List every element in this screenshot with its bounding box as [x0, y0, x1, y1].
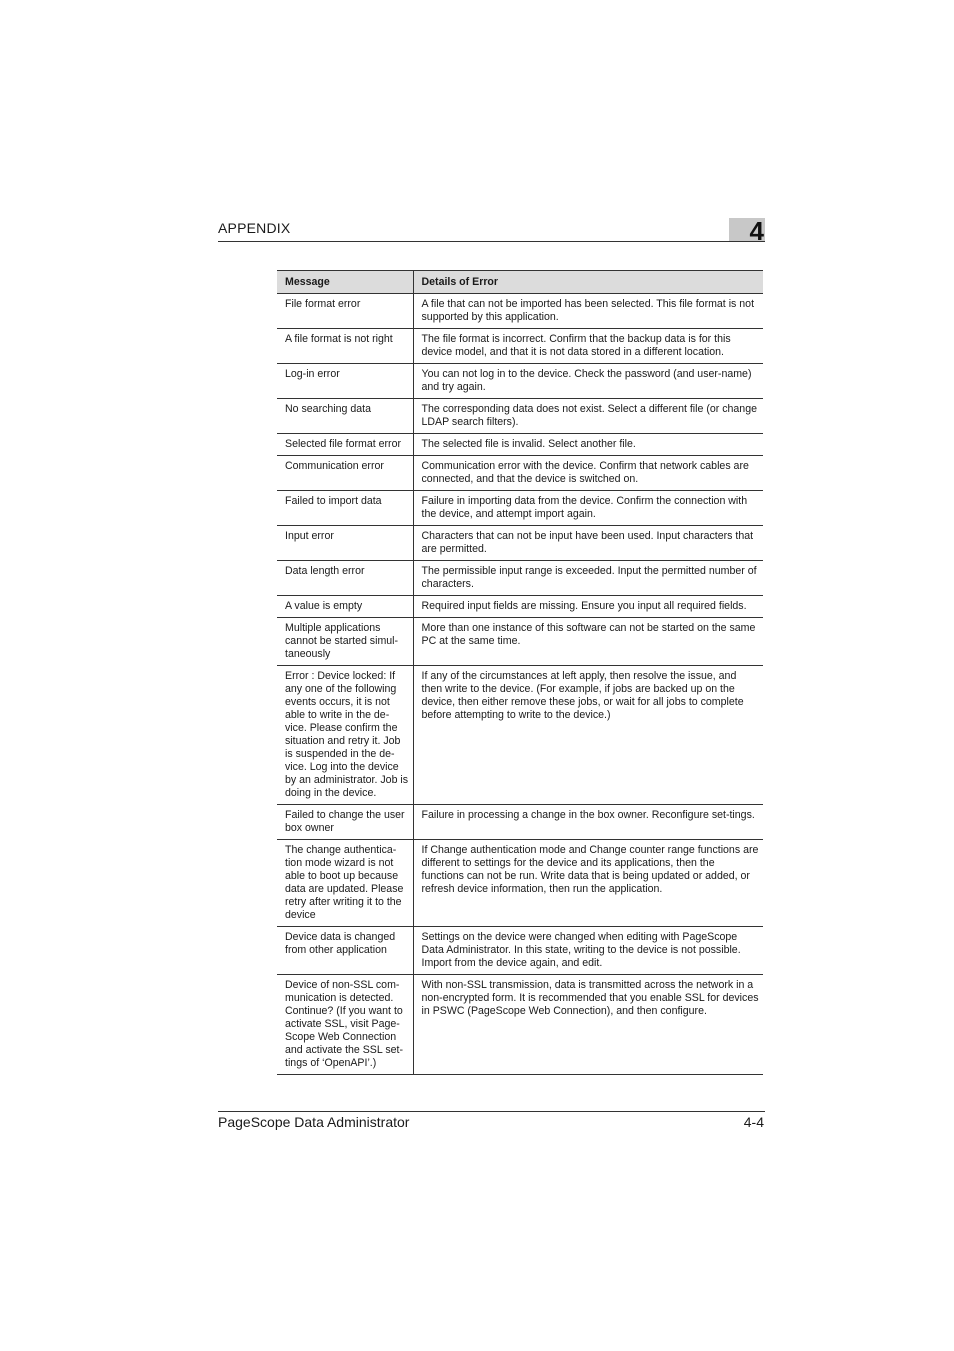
chapter-number: 4 [749, 216, 764, 246]
footer-title: PageScope Data Administrator [218, 1114, 410, 1130]
error-details-cell: A file that can not be imported has been selected. This file format is not supported by this application. [413, 294, 763, 329]
error-message-cell: A file format is not right [277, 329, 413, 364]
error-message-cell: No searching data [277, 399, 413, 434]
table-row [277, 596, 763, 618]
error-details-cell: Characters that can not be input have been used. Input characters that are permitted. [413, 526, 763, 561]
table-row [277, 561, 763, 596]
error-details-cell: With non-SSL transmission, data is transmitted across the network in a non-encrypted form. It is recommended that you enable SSL for devices in PSWC (PageScope Web Connection), and then configure. [413, 975, 763, 1075]
error-details-cell: If any of the circumstances at left apply, then resolve the issue, and then write to the device. (For example, if jobs are backed up on the device, then either remove these jobs, or wait for all jobs to complete before attempting to write to the device.) [413, 666, 763, 805]
table-row [277, 434, 763, 456]
table-row [277, 526, 763, 561]
table-header-row [277, 271, 763, 294]
table-row [277, 456, 763, 491]
chapter-tab [729, 216, 765, 246]
section-title: APPENDIX [218, 220, 291, 236]
table-row [277, 399, 763, 434]
error-message-cell: Device data is changed from other application [277, 927, 413, 975]
error-details-cell: The corresponding data does not exist. Select a different file (or change LDAP search filters). [413, 399, 763, 434]
error-details-cell: Failure in importing data from the device. Confirm the connection with the device, and attempt import again. [413, 491, 763, 526]
table-row [277, 927, 763, 975]
error-message-cell: File format error [277, 294, 413, 329]
table-row [277, 805, 763, 840]
error-message-cell: A value is empty [277, 596, 413, 618]
table-row [277, 840, 763, 927]
page-number: 4-4 [743, 1114, 764, 1130]
error-message-cell: The change authentica-tion mode wizard is not able to boot up because data are updated. Please retry after writing it to the device [277, 840, 413, 927]
error-details-cell: The file format is incorrect. Confirm that the backup data is for this device model, and that it is not data stored in a different location. [413, 329, 763, 364]
table-row [277, 975, 763, 1075]
error-message-cell: Multiple applications cannot be started simul-taneously [277, 618, 413, 666]
error-details-cell: If Change authentication mode and Change counter range functions are different to settings for the device and its applications, then the functions can not be run. Write data that is being updated or added, or refresh device information, then run the application. [413, 840, 763, 927]
error-message-cell: Data length error [277, 561, 413, 596]
error-details-cell: More than one instance of this software can not be started on the same PC at the same time. [413, 618, 763, 666]
error-message-cell: Failed to import data [277, 491, 413, 526]
error-message-table [277, 270, 763, 1075]
error-details-cell: The permissible input range is exceeded. Input the permitted number of characters. [413, 561, 763, 596]
table-row [277, 329, 763, 364]
table-row [277, 618, 763, 666]
error-message-cell: Error : Device locked: If any one of the following events occurs, it is not able to write in the de-vice. Please confirm the situation and retry it. Job is suspended in the de-vice. Log into the device by an administrator. Job is doing in the device. [277, 666, 413, 805]
error-message-cell: Communication error [277, 456, 413, 491]
error-message-cell: Log-in error [277, 364, 413, 399]
header-divider [218, 241, 765, 242]
footer-divider [218, 1111, 765, 1112]
error-message-cell: Device of non-SSL com-munication is detected. Continue? (If you want to activate SSL, visit Page-Scope Web Connection and activate the SSL set-tings of ‘OpenAPI’.) [277, 975, 413, 1075]
error-details-cell: Failure in processing a change in the box owner. Reconfigure set-tings. [413, 805, 763, 840]
error-details-cell: Settings on the device were changed when editing with PageScope Data Administrator. In this state, writing to the device is not possible. Import from the device again, and edit. [413, 927, 763, 975]
error-message-cell: Input error [277, 526, 413, 561]
error-details-cell: Required input fields are missing. Ensure you input all required fields. [413, 596, 763, 618]
column-header-details: Details of Error [413, 271, 763, 294]
table-row [277, 666, 763, 805]
error-details-cell: The selected file is invalid. Select another file. [413, 434, 763, 456]
table-row [277, 364, 763, 399]
table-row [277, 294, 763, 329]
column-header-message: Message [277, 271, 413, 294]
table-body [277, 294, 763, 1075]
table-row [277, 491, 763, 526]
error-message-cell: Failed to change the user box owner [277, 805, 413, 840]
error-details-cell: You can not log in to the device. Check the password (and user-name) and try again. [413, 364, 763, 399]
error-message-cell: Selected file format error [277, 434, 413, 456]
error-details-cell: Communication error with the device. Confirm that network cables are connected, and that the device is switched on. [413, 456, 763, 491]
